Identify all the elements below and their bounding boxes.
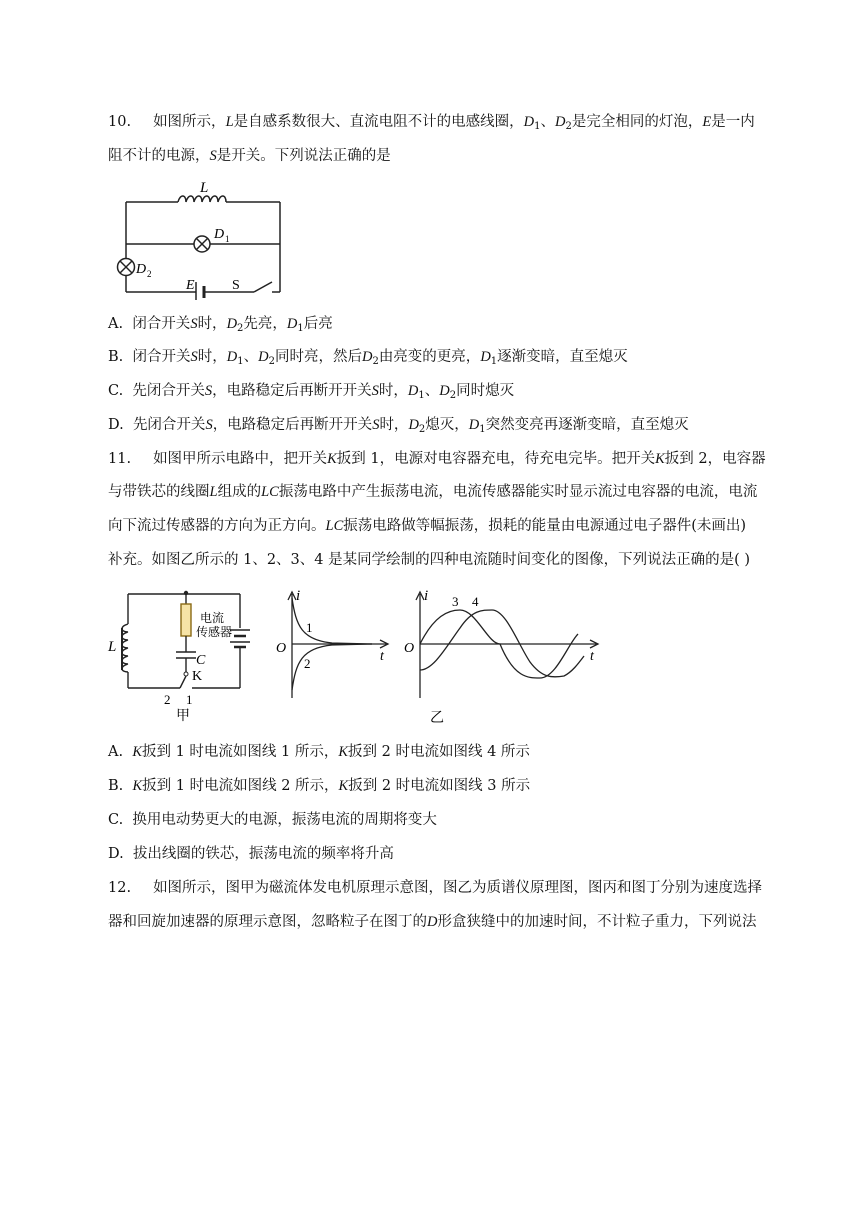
separator: 、 [424,383,440,399]
caption-yi: 乙 [430,711,444,726]
label-D1: D [214,227,225,242]
q10-option-d [108,415,689,440]
sensor-label-2: 传感器 [196,625,233,639]
label-L: L [108,639,117,655]
option-label: D. [108,846,124,862]
var-E: E [702,114,712,130]
text: 时， [378,383,408,399]
q10-text: 是完全相同的灯泡， [571,114,703,130]
q11-option-b [108,776,530,796]
text: 时， [379,417,409,433]
subscript: 2 [372,356,379,367]
text: 先闭合开关 [132,417,206,433]
curve-label-1: 1 [306,620,313,635]
var-S: S [190,349,198,365]
text: 同时熄灭 [456,383,515,399]
label-L: L [200,180,209,196]
text: 振荡电路做等幅振荡，损耗的能量由电源通过电子器件(未画出) [343,518,747,534]
label-E: E [186,278,195,293]
subscript: 1 [479,424,486,435]
text: 逐渐变暗，直至熄灭 [497,349,628,365]
text: 先闭合开关 [132,383,205,399]
var-K: K [338,778,349,794]
text: 如图甲所示电路中，把开关 [153,451,328,467]
q11-line-2 [108,482,757,502]
q11-graph-oscillation [398,586,608,726]
text: ，电路稳定后再断开开关 [212,417,373,433]
q10-text: 阻不计的电源， [108,148,210,164]
label-D2-sub: 2 [147,269,152,279]
option-label: B. [108,778,124,794]
var-D: D [258,349,269,365]
var-S: S [371,383,379,399]
label-S: S [232,278,240,293]
var-D: D [226,349,238,365]
text: 换用电动势更大的电源，振荡电流的周期将变大 [132,812,437,828]
text: 器和回旋加速器的原理示意图，忽略粒子在图丁的 [108,914,427,930]
var-D: D [480,349,491,365]
contact-2: 2 [164,692,171,707]
axis-i: i [296,588,301,604]
curve-label-2: 2 [304,656,311,671]
var-D: D [226,316,238,332]
curve-label-3: 3 [452,594,459,609]
option-label: A. [108,744,124,760]
var-D: D [468,417,480,433]
q11-option-c [108,810,437,830]
curve-label-4: 4 [472,594,479,609]
q11-option-d [108,844,394,864]
option-label: B. [108,349,124,365]
text: 形盒狭缝中的加速时间，不计粒子重力，下列说法 [437,914,757,930]
var-L: L [225,114,234,130]
origin-O: O [404,641,415,656]
contact-1: 1 [186,692,193,707]
text: 扳到 2，电容器 [664,451,766,467]
var-LC: LC [325,518,344,534]
q10-text: 是开关。下列说法正确的是 [216,148,391,164]
label-D2: D [136,262,147,277]
text: 时， [197,316,227,332]
option-label: C. [108,812,124,828]
text: 时， [197,349,227,365]
text: 扳到 2 时电流如图线 3 所示 [348,778,531,794]
subscript: 2 [268,356,275,367]
q10-circuit-figure [108,172,288,300]
var-D: D [407,383,419,399]
q10-text: 如图所示， [153,114,226,130]
q10-text: 是自感系数很大、直流电阻不计的电感线圈， [233,114,524,130]
var-S: S [205,417,213,433]
subscript: 1 [490,356,498,367]
var-D: D [427,914,438,930]
var-D: D [555,114,566,130]
text: 振荡电路中产生振荡电流，电流传感器能实时显示流过电容器的电流，电流 [278,484,758,500]
q10-text: 是一内 [711,114,755,130]
q10-option-b [108,347,628,372]
separator: 、 [540,114,555,130]
text: 后亮 [303,316,333,332]
text: 与带铁芯的线圈 [108,484,210,500]
text: 扳到 1，电源对电容器充电，待充电完毕。把开关 [336,451,656,467]
q10-number: 10. [108,114,132,130]
q12-number: 12. [108,880,132,896]
q11-number: 11. [108,451,132,467]
q11-line-3 [108,516,746,536]
axis-t: t [590,649,594,664]
option-label: D. [108,417,124,433]
text: 扳到 1 时电流如图线 2 所示， [142,778,339,794]
caption-jia: 甲 [176,709,190,724]
var-S: S [209,148,217,164]
text: 闭合开关 [132,316,191,332]
option-label: C. [108,383,124,399]
label-D1-sub: 1 [225,234,230,244]
q11-option-a [108,742,530,762]
text: 熄灭， [425,417,469,433]
q11-line-1 [108,449,766,469]
subscript: 1 [534,121,541,132]
text: 闭合开关 [132,349,191,365]
label-C: C [196,653,206,668]
text: 扳到 2 时电流如图线 4 所示 [348,744,530,760]
var-K: K [132,778,143,794]
text: ，电路稳定后再断开开关 [212,383,372,399]
var-D: D [439,383,450,399]
subscript: 1 [418,390,425,401]
text: 向下流过传感器的方向为正方向。 [108,518,326,534]
var-D: D [408,417,419,433]
text: 拔出线圈的铁芯，振荡电流的频率将升高 [132,846,394,862]
subscript: 2 [449,390,457,401]
text: 组成的 [217,484,262,500]
text: 突然变亮再逐渐变暗，直至熄灭 [485,417,689,433]
q10-line-2 [108,146,391,166]
var-D: D [523,114,535,130]
var-L: L [209,484,218,500]
q10-option-c [108,381,514,406]
option-label: A. [108,316,124,332]
axis-i: i [424,588,429,604]
subscript: 1 [237,356,244,367]
q11-graph-charge [272,586,396,706]
q11-line-4 [108,550,750,570]
sensor-label-1: 电流 [200,611,225,625]
q10-line-1 [108,112,755,137]
var-D: D [361,349,373,365]
axis-t: t [380,649,384,664]
separator: 、 [243,349,259,365]
var-S: S [204,383,213,399]
text: 扳到 1 时电流如图线 1 所示， [141,744,339,760]
var-K: K [655,451,665,467]
var-K: K [327,451,337,467]
var-S: S [190,316,198,332]
q11-circuit-jia [104,584,264,724]
q12-line-2 [108,912,756,932]
text: 同时亮，然后 [274,349,362,365]
subscript: 2 [418,424,426,435]
text: 如图所示，图甲为磁流体发电机原理示意图，图乙为质谱仪原理图，图丙和图丁分别为速度选择 [153,880,763,896]
q12-line-1 [108,878,762,898]
text: 补充。如图乙所示的 1、2、3、4 是某同学绘制的四种电流随时间变化的图像，下列说法正确的是( ) [108,552,751,568]
origin-O: O [276,641,287,656]
text: 由亮变的更亮， [378,349,481,365]
var-K: K [338,744,349,760]
var-LC: LC [261,484,279,500]
label-K: K [192,669,203,684]
subscript: 1 [297,323,304,334]
text: 先亮， [243,316,287,332]
q10-option-a [108,314,333,339]
subscript: 2 [237,323,244,334]
var-S: S [372,417,380,433]
subscript: 2 [565,121,572,132]
var-D: D [286,316,298,332]
var-K: K [132,744,142,760]
